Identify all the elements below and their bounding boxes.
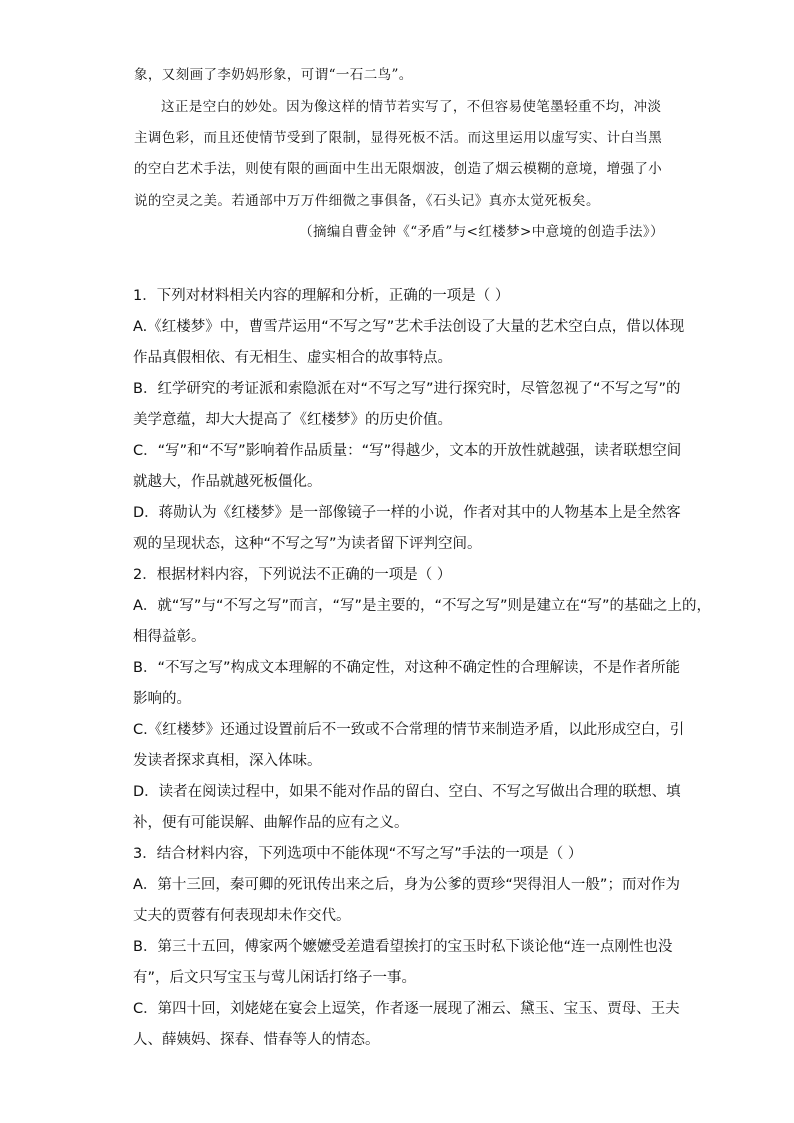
question-stem-3: 3．结合材料内容，下列选项中不能体现“不写之写”手法的一项是（ ）	[133, 846, 583, 862]
option-line: 就越大，作品就越死板僵化。	[133, 474, 322, 490]
option-line: 影响的。	[133, 691, 191, 707]
questions-section	[133, 285, 712, 1065]
question-stem-2: 2．根据材料内容，下列说法不正确的一项是（ ）	[133, 567, 452, 583]
passage-line: 象，又刻画了李奶妈形象，可谓“一石二鸟”。	[134, 67, 413, 83]
option-line: 发读者探求真相，深入体味。	[133, 753, 322, 769]
option-line: D．蒋勋认为《红楼梦》是一部像镜子一样的小说，作者对其中的人物基本上是全然客	[133, 505, 681, 521]
passage-excerpt	[134, 65, 664, 245]
passage-line: 说的空灵之美。若通部中万万件细微之事俱备，《石头记》真亦太觉死板矣。	[134, 193, 600, 209]
option-line: D．读者在阅读过程中，如果不能对作品的留白、空白、不写之写做出合理的联想、填	[133, 784, 681, 800]
option-line: C．第四十回，刘姥姥在宴会上逗笑，作者逐一展现了湘云、黛玉、宝玉、贾母、王夫	[133, 1001, 680, 1017]
option-line: C．“写”和“不写”影响着作品质量：“写”得越少，文本的开放性就越强，读者联想空间	[133, 443, 682, 459]
option-line: A.《红楼梦》中，曹雪芹运用“不写之写”艺术手法创设了大量的艺术空白点，借以体现	[133, 319, 685, 335]
option-line: 补，便有可能误解、曲解作品的应有之义。	[133, 815, 409, 831]
passage-line: 的空白艺术手法，则使有限的画面中生出无限烟波，创造了烟云模糊的意境，增强了小	[134, 161, 663, 177]
option-line: 人、薛姨妈、探春、惜春等人的情态。	[133, 1032, 380, 1048]
option-line: 丈夫的贾蓉有何表现却未作交代。	[133, 908, 351, 924]
question-stem-1: 1．下列对材料相关内容的理解和分析，正确的一项是（ ）	[133, 288, 510, 304]
option-line: B．“不写之写”构成文本理解的不确定性，对这种不确定性的合理解读，不是作者所能	[133, 660, 680, 676]
passage-line: 这正是空白的妙处。因为像这样的情节若实写了，不但容易使笔墨轻重不均，冲淡	[161, 99, 662, 115]
option-line: 观的呈现状态，这种“不写之写”为读者留下评判空间。	[133, 536, 482, 552]
option-line: C.《红楼梦》还通过设置前后不一致或不合常理的情节来制造矛盾，以此形成空白，引	[133, 722, 685, 738]
option-line: 美学意蕴，却大大提高了《红楼梦》的历史价值。	[133, 412, 452, 428]
passage-citation: （摘编自曹金钟《“矛盾”与<红楼梦>中意境的创造手法》）	[299, 224, 664, 240]
option-line: 有”，后文只写宝玉与莺儿闲话打络子一事。	[133, 970, 417, 986]
option-line: 作品真假相依、有无相生、虚实相合的故事特点。	[133, 350, 452, 366]
option-line: A．第十三回，秦可卿的死讯传出来之后，身为公爹的贾珍“哭得泪人一般”；而对作为	[133, 877, 680, 893]
option-line: A．就“写”与“不写之写”而言，“写”是主要的，“不写之写”则是建立在“写”的基础之上的，	[133, 598, 712, 614]
option-line: B．第三十五回，傅家两个嬷嬷受差遣看望挨打的宝玉时私下谈论他“连一点刚性也没	[133, 939, 673, 955]
passage-line: 主调色彩，而且还使情节受到了限制，显得死板不活。而这里运用以虚写实、计白当黑	[134, 130, 663, 146]
option-line: 相得益彰。	[133, 629, 206, 645]
option-line: B．红学研究的考证派和索隐派在对“不写之写”进行探究时，尽管忽视了“不写之写”的	[133, 381, 681, 397]
